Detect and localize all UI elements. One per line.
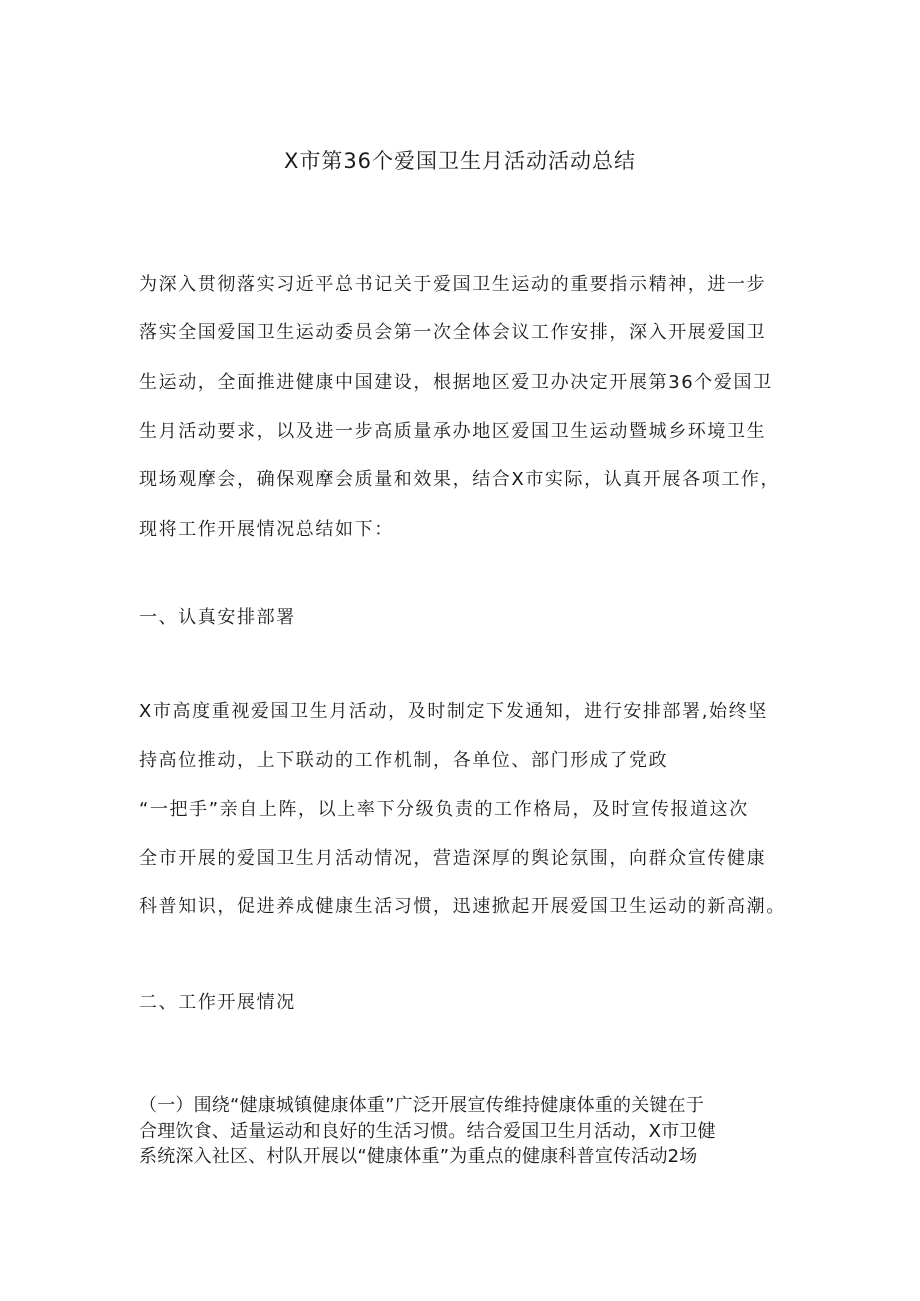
section1-line-1: X市高度重视爱国卫生月活动，及时制定下发通知，进行安排部署,始终坚 — [139, 701, 768, 722]
intro-line-1: 为深入贯彻落实习近平总书记关于爱国卫生运动的重要指示精神，进一步 — [139, 274, 767, 295]
section1-line-2: 持高位推动，上下联动的工作机制，各单位、部门形成了党政 — [139, 750, 669, 771]
intro-line-5: 现场观摩会，确保观摩会质量和效果，结合X市实际，认真开展各项工作， — [139, 469, 781, 490]
intro-line-4: 生月活动要求，以及进一步高质量承办地区爱国卫生运动暨城乡环境卫生 — [139, 421, 767, 442]
section2-line-2: 合理饮食、适量运动和良好的生活习惯。结合爱国卫生月活动，X市卫健 — [139, 1121, 716, 1142]
section-heading-1: 一、认真安排部署 — [139, 607, 296, 628]
section1-line-5: 科普知识，促进养成健康生活习惯，迅速掀起开展爱国卫生运动的新高潮。 — [139, 896, 786, 917]
section1-line-3: “一把手”亲自上阵，以上率下分级负责的工作格局，及时宣传报道这次 — [139, 799, 749, 820]
section2-line-3: 系统深入社区、村队开展以“健康体重”为重点的健康科普宣传活动2场 — [139, 1146, 698, 1167]
intro-line-2: 落实全国爱国卫生运动委员会第一次全体会议工作安排，深入开展爱国卫 — [139, 322, 767, 343]
intro-line-3: 生运动，全面推进健康中国建设，根据地区爱卫办决定开展第36个爱国卫 — [139, 372, 773, 393]
section2-line-1: （一）围绕“健康城镇健康体重”广泛开展宣传维持健康体重的关键在于 — [139, 1095, 705, 1116]
document-title: X市第36个爱国卫生月活动活动总结 — [283, 149, 637, 173]
section-heading-2: 二、工作开展情况 — [139, 992, 296, 1013]
section1-line-4: 全市开展的爱国卫生月活动情况，营造深厚的舆论氛围，向群众宣传健康 — [139, 848, 767, 869]
intro-line-6: 现将工作开展情况总结如下： — [139, 519, 394, 540]
